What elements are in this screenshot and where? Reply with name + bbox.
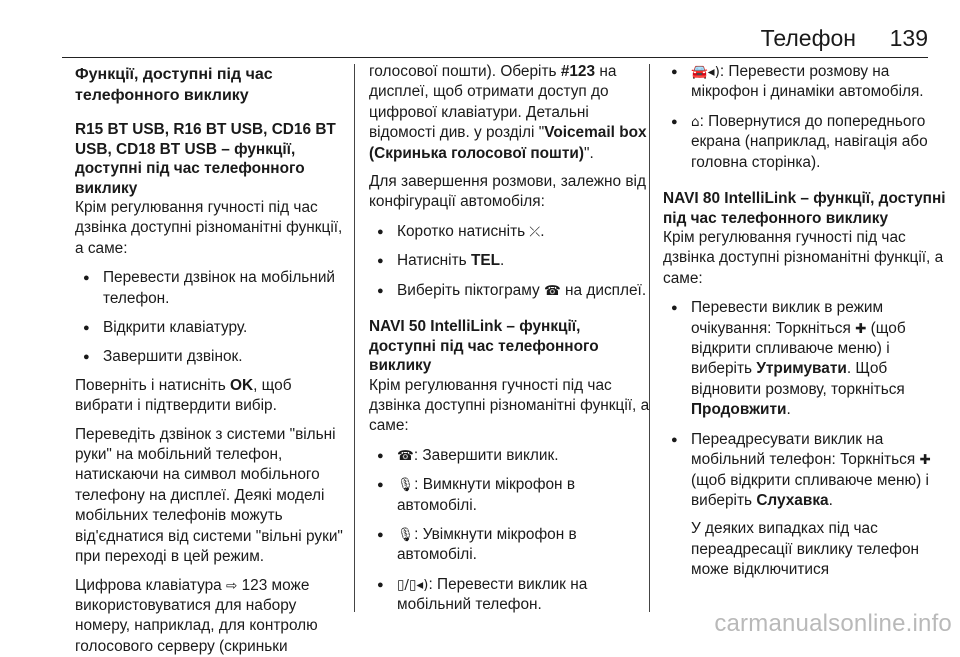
list-item: ● Перевести дзвінок на мобільний телефон.: [75, 268, 347, 309]
column-1: [75, 62, 347, 657]
page-header: [62, 22, 928, 58]
paragraph-keypad: Цифрова клавіатура ⇨ 123 може використовуватися для набору номеру, наприклад, для контролю голосового серверу (скриньки: [75, 576, 347, 657]
page-title: Телефон: [761, 22, 856, 54]
paragraph-transfer: Переведіть дзвінок з системи "вільні руки" на мобільний телефон, натискаючи на символ мобільного телефону на дисплеї. Деякі моделі мобільних телефонів можуть від'єднатися від системи "вільні руки" при переході в цей режим.: [75, 425, 347, 568]
subsection-heading: NAVI 80 IntelliLink – функції, доступні під час телефонного виклику: [663, 189, 947, 228]
list-item: ● Переадресувати виклик на мобільний телефон: Торкніться ✚ (щоб відкрити спливаюче меню) і виберіть Слухавка. У деяких випадках під час переадресації виклику телефон може відключитися: [663, 430, 947, 581]
list-item: ● Натисніть TEL.: [369, 251, 651, 271]
column-divider-1: [354, 64, 355, 612]
hang-up-icon: ⤫: [529, 222, 540, 242]
arrow-right-icon: ⇨: [226, 576, 237, 596]
home-icon: ⌂: [691, 112, 700, 132]
microphone-icon: 🎙: [397, 525, 414, 545]
list-item: ● Відкрити клавіатуру.: [75, 318, 347, 338]
list-item: ● Перевести виклик в режим очікування: Торкніться ✚ (щоб відкрити спливаюче меню) і виберіть Утримувати. Щоб відновити розмову, торкніться Продовжити.: [663, 298, 947, 420]
list-item: ● 🎙: Увімкнути мікрофон в автомобілі.: [369, 525, 651, 566]
paragraph-ok: Поверніть і натисніть OK, щоб вибрати і підтвердити вибір.: [75, 376, 347, 417]
voicemail-reference: Voicemail box (Скринька голосової пошти): [369, 124, 647, 161]
plus-icon: ✚: [919, 450, 930, 470]
paragraph-continued: голосової пошти). Оберіть #123 на дисплеї, щоб отримати доступ до цифрової клавіатури. Детальні відомості див. у розділі "Voicemail box (Скринька голосової пошти)".: [369, 62, 651, 164]
page-number: 139: [890, 22, 928, 54]
redirect-note: У деяких випадках під час переадресації виклику телефон може відключитися: [691, 519, 947, 580]
end-call-list: [369, 222, 651, 301]
list-item: ● Виберіть піктограму ☎ на дисплеї.: [369, 281, 651, 301]
plus-icon: ✚: [855, 319, 866, 339]
list-item: ● 🎙: Вимкнути мікрофон в автомобілі.: [369, 475, 651, 516]
tel-label: TEL: [471, 252, 500, 269]
intro-text: Крім регулювання гучності під час дзвінка доступні різноманітні функції, а саме:: [369, 376, 651, 437]
paragraph-end-call: Для завершення розмови, залежно від конфігурації автомобіля:: [369, 172, 651, 213]
subsection-heading: R15 BT USB, R16 BT USB, CD16 BT USB, CD18 BT USB – функції, доступні під час телефонного виклику: [75, 120, 347, 198]
intro-text: Крім регулювання гучності під час дзвінка доступні різноманітні функції, а саме:: [663, 228, 947, 289]
list-item: ● ⌂: Повернутися до попереднього екрана (наприклад, навігація або головна сторінка).: [663, 112, 947, 173]
function-list: [75, 268, 347, 368]
subsection-heading: NAVI 50 IntelliLink – функції, доступні під час телефонного виклику: [369, 317, 651, 376]
list-item: ● 🚘◂): Перевести розмову на мікрофон і динаміки автомобіля.: [663, 62, 947, 103]
list-item: ● ☎: Завершити виклик.: [369, 446, 651, 466]
list-item: ● Коротко натисніть ⤫.: [369, 222, 651, 242]
phone-icon: ☎: [397, 446, 414, 466]
phone-icon: ☎: [544, 281, 561, 301]
list-item: ● Завершити дзвінок.: [75, 347, 347, 367]
mobile-transfer-icon: ▯/▯◂): [397, 575, 428, 595]
navi50-function-list: [369, 446, 651, 616]
microphone-off-icon: 🎙: [397, 475, 414, 495]
column-3: [663, 62, 947, 581]
intro-text: Крім регулювання гучності під час дзвінка доступні різноманітні функції, а саме:: [75, 198, 347, 259]
car-speaker-icon: 🚘◂): [691, 62, 720, 82]
section-heading: Функції, доступні під час телефонного виклику: [75, 64, 347, 106]
list-item: ● ▯/▯◂): Перевести виклик на мобільний телефон.: [369, 575, 651, 616]
navi80-function-list: [663, 298, 947, 580]
column-2: [369, 62, 651, 616]
ok-label: OK: [230, 377, 253, 394]
navi50-function-list-continued: [663, 62, 947, 173]
watermark: carmanualsonline.info: [714, 610, 952, 638]
